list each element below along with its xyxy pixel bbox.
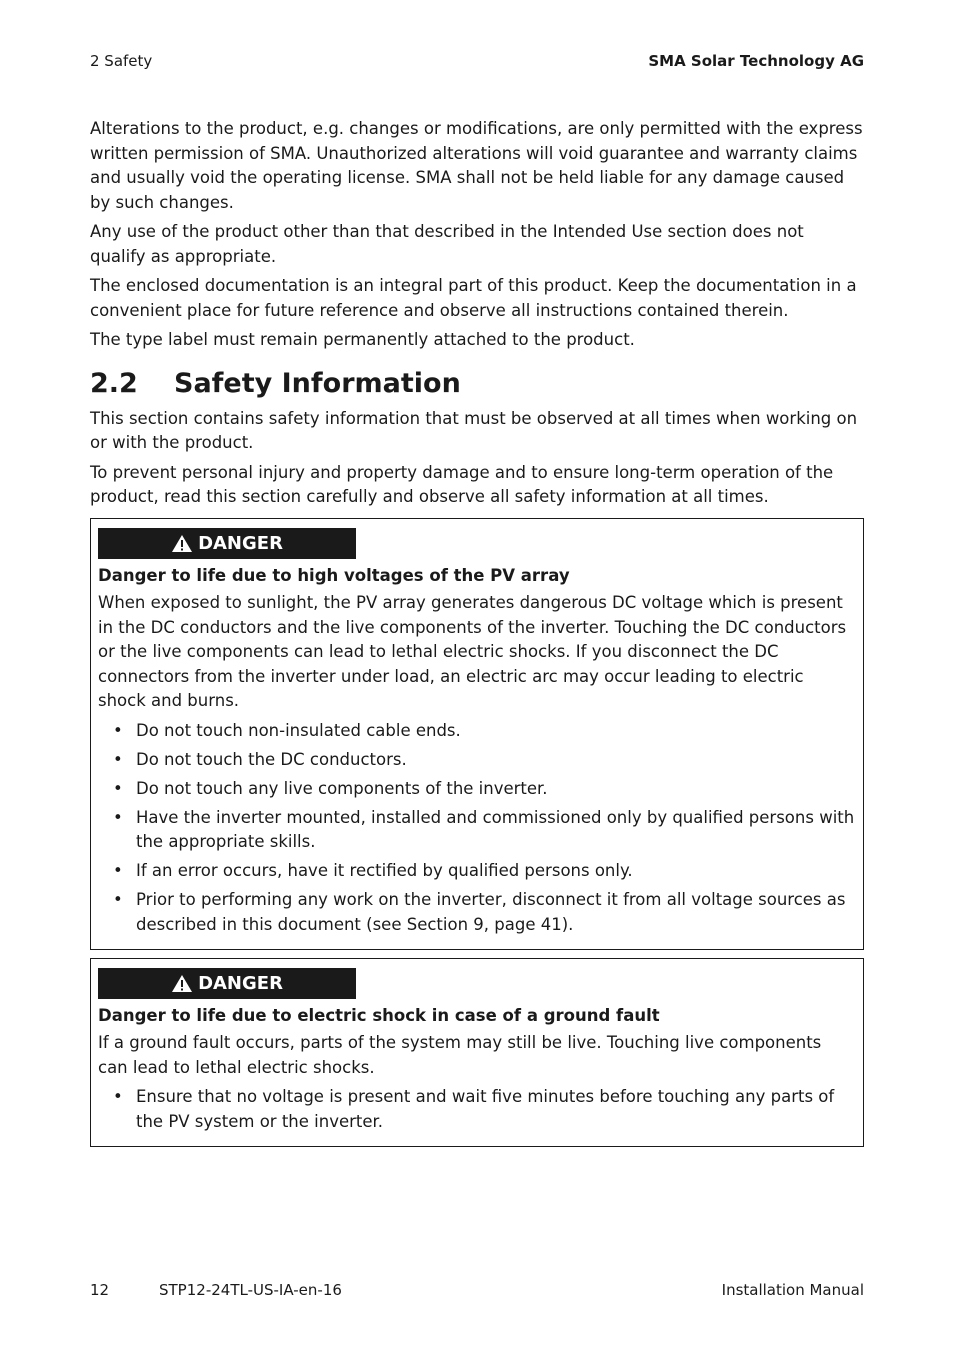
list-item: • Prior to performing any work on the inverter, disconnect it from all voltage sources as described in this document (see Section 9, page 41). — [113, 890, 846, 934]
header-section: 2 Safety — [90, 52, 153, 70]
danger-label: DANGER — [198, 972, 283, 994]
danger-label: DANGER — [198, 532, 283, 554]
list-item-text: Ensure that no voltage is present and wait five minutes before touching any parts of the PV system or the inverter. — [136, 1087, 835, 1131]
list-item-text: Have the inverter mounted, installed and commissioned only by qualified persons with the appropriate skills. — [136, 807, 855, 851]
section-heading — [90, 367, 864, 401]
danger-badge — [98, 968, 356, 999]
page-body — [90, 117, 864, 1147]
document-type: Installation Manual — [721, 1281, 864, 1299]
warning-text: If a ground fault occurs, parts of the system may still be live. Touching live components can lead to lethal electric shocks. — [98, 1033, 822, 1077]
danger-badge — [98, 528, 356, 559]
danger-box-pv-array — [90, 518, 864, 950]
intro-paragraph: The enclosed documentation is an integral part of this product. Keep the documentation in a convenient place for future reference and observe all instructions contained therein. — [90, 276, 857, 320]
warning-triangle-icon — [171, 974, 193, 993]
warning-heading: Danger to life due to electric shock in case of a ground fault — [98, 1005, 660, 1025]
section-number: 2.2 — [90, 367, 138, 399]
intro-paragraph: The type label must remain permanently attached to the product. — [90, 330, 635, 349]
list-item-text: Prior to performing any work on the inverter, disconnect it from all voltage sources as described in this document (see Section 9, page 41). — [136, 890, 846, 934]
list-item-text: Do not touch non-insulated cable ends. — [136, 720, 461, 740]
list-item: • Have the inverter mounted, installed and commissioned only by qualified persons with the appropriate skills. — [113, 807, 855, 851]
page-header — [90, 52, 864, 72]
danger-box-ground-fault — [90, 958, 864, 1147]
header-company: SMA Solar Technology AG — [648, 52, 864, 70]
list-item: • If an error occurs, have it rectified by qualified persons only. — [113, 861, 633, 880]
warning-bullet-list — [98, 719, 855, 938]
list-item: • Do not touch non-insulated cable ends. — [113, 720, 461, 740]
page-footer — [90, 1281, 864, 1301]
list-item-text: Do not touch the DC conductors. — [136, 749, 407, 769]
intro-paragraph: Alterations to the product, e.g. changes or modifications, are only permitted with the express written permission of SMA. Unauthorized alterations will void guarantee and warranty claims and usually void the operating license. SMA shall not be held liable for any damage caused by such changes. — [90, 119, 863, 212]
document-code: STP12-24TL-US-IA-en-16 — [159, 1281, 342, 1299]
intro-paragraph: Any use of the product other than that described in the Intended Use section does not qualify as appropriate. — [90, 222, 804, 266]
page-number: 12 — [90, 1281, 110, 1299]
list-item: • Do not touch the DC conductors. — [113, 749, 407, 769]
list-item: • Ensure that no voltage is present and wait five minutes before touching any parts of the PV system or the inverter. — [113, 1087, 835, 1131]
warning-heading: Danger to life due to high voltages of the PV array — [98, 565, 570, 585]
section-title: Safety Information — [174, 367, 461, 399]
warning-triangle-icon — [171, 534, 193, 553]
list-item-text: If an error occurs, have it rectified by qualified persons only. — [136, 861, 633, 880]
warning-bullet-list — [98, 1085, 855, 1134]
warning-text: When exposed to sunlight, the PV array generates dangerous DC voltage which is present in the DC conductors and the live components of the inverter. Touching the DC conductors or the live components can lead to lethal electric shocks. If you disconnect the DC connectors from the inverter under load, an electric arc may occur leading to electric shock and burns. — [98, 593, 847, 710]
section-paragraph: This section contains safety information that must be observed at all times when working on or with the product. — [90, 408, 858, 452]
list-item: • Do not touch any live components of the inverter. — [113, 778, 548, 798]
section-paragraph: To prevent personal injury and property damage and to ensure long-term operation of the product, read this section carefully and observe all safety information at all times. — [90, 462, 834, 506]
list-item-text: Do not touch any live components of the inverter. — [136, 778, 548, 798]
